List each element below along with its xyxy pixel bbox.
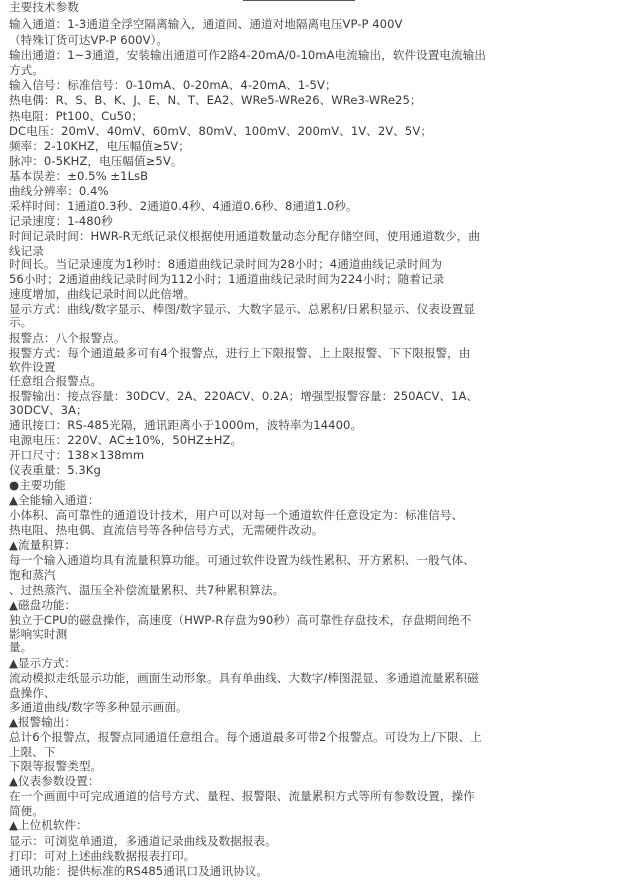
text-line: 饱和蒸汽 — [9, 568, 56, 582]
text-line: ▲上位机软件： — [9, 818, 88, 832]
text-line: 通讯功能：提供标准的RS485通讯口及通讯协议。 — [9, 864, 269, 878]
text-line: ▲报警输出： — [9, 715, 77, 729]
text-line: 速度增加，曲线记录时间以此倍增。 — [9, 287, 196, 301]
text-line: 采样时间：1通道0.3秒、2通道0.4秒、4通道0.6秒、8通道1.0秒。 — [9, 199, 358, 213]
text-line: DC电压：20mV、40mV、60mV、80mV、100mV、200mV、1V、2V、5V； — [9, 124, 432, 138]
text-line: 热电阻：Pt100、Cu50； — [9, 109, 144, 123]
text-line: 线记录 — [9, 244, 44, 258]
text-line: 下限等报警类型。 — [9, 759, 103, 773]
text-line: 显示方式：曲线/数字显示、棒图/数字显示、大数字显示、总累积/日累积显示、仪表设置显 — [9, 302, 475, 316]
text-line: 曲线分辨率：0.4% — [9, 184, 109, 198]
text-line: 量。 — [9, 640, 33, 654]
text-line: 小体积、高可靠性的通道设计技术，用户可以对每一个通道软件任意设定为：标准信号、 — [9, 508, 464, 522]
text-line: 简便。 — [9, 804, 44, 818]
text-line: ●主要功能 — [9, 478, 66, 492]
text-line: 方式。 — [9, 63, 44, 77]
text-line: 流动模拟走纸显示功能，画面生动形象。具有单曲线、大数字/棒图混显、多通道流量累积磁 — [9, 671, 479, 685]
text-line: 显示：可浏览单通道，多通道记录曲线及数据报表。 — [9, 834, 277, 848]
text-line: 输出通道：1~3通道，安装输出通道可作2路4-20mA/0-10mA电流输出，软件设置电流输出 — [9, 48, 486, 62]
top-divider — [243, 0, 355, 1]
text-line: （特殊订货可达VP-P 600V）。 — [9, 33, 169, 47]
text-line: 热电阻、热电偶、直流信号等各种信号方式，无需硬件改动。 — [9, 523, 324, 537]
text-line: ▲仪表参数设置： — [9, 774, 100, 788]
text-line: 输入信号：标准信号：0-10mA、0-20mA、4-20mA、1-5V； — [9, 78, 337, 92]
text-line: 输入通道：1-3通道全浮空隔离输入，通道间、通道对地隔离电压VP-P 400V — [9, 17, 403, 31]
text-line: 仪表重量：5.3Kg — [9, 463, 101, 477]
text-line: 影响实时测 — [9, 627, 68, 641]
text-line: 报警方式：每个通道最多可有4个报警点，进行上下限报警、上上限报警、下下限报警，由 — [9, 346, 471, 360]
text-line: 频率：2-10KHZ，电压幅值≥5V； — [9, 139, 190, 153]
text-line: 脉冲：0-5KHZ，电压幅值≥5V。 — [9, 154, 183, 168]
text-line: 盘操作、 — [9, 686, 56, 700]
text-line: 在一个画面中可完成通道的信号方式、量程、报警限、流量累积方式等所有参数设置，操作 — [9, 789, 475, 803]
text-line: 、过热蒸汽、温压全补偿流量累积、共7种累积算法。 — [9, 583, 285, 597]
text-line: 独立于CPU的磁盘操作，高速度（HWP-R存盘为90秒）高可靠性存盘技术，存盘期间绝不 — [9, 613, 472, 627]
text-line: 通讯接口：RS-485光隔，通讯距离小于1000m，波特率为14400。 — [9, 418, 363, 432]
text-line: 总计6个报警点，报警点同通道任意组合。每个通道最多可带2个报警点。可设为上/下限、上 — [9, 730, 482, 744]
text-line: 多通道曲线/数字等多种显示画面。 — [9, 700, 188, 714]
text-line: 记录速度：1-480秒 — [9, 214, 113, 228]
text-line: 任意组合报警点。 — [9, 374, 103, 388]
text-line: 电源电压：220V、AC±10%，50HZ±HZ。 — [9, 433, 243, 447]
text-line: 时间记录时间：HWR-R无纸记录仪根据使用通道数量动态分配存储空间，使用通道数少，曲 — [9, 229, 481, 243]
text-line: ▲全能输入通道： — [9, 493, 100, 507]
text-line: 软件设置 — [9, 360, 56, 374]
text-line: 报警输出：接点容量：30DCV、2A、220ACV、0.2A；增强型报警容量：250ACV、1A、 — [9, 389, 479, 403]
text-line: 56小时；2通道曲线记录时间为112小时；1通道曲线记录时间为224小时；随着记录 — [9, 272, 445, 286]
text-line: 上限、下 — [9, 745, 56, 759]
text-line: 30DCV、3A； — [9, 403, 88, 417]
text-line: ▲磁盘功能： — [9, 598, 77, 612]
text-line: 每一个输入通道均具有流量积算功能。可通过软件设置为线性累积、开方累积、一般气体、 — [9, 553, 475, 567]
text-line: 主要技术参数 — [9, 0, 79, 14]
text-line: 基本误差：±0.5% ±1LsB — [9, 169, 149, 183]
text-line: 开口尺寸：138×138mm — [9, 448, 145, 462]
text-line: 示。 — [9, 315, 33, 329]
text-line: ▲显示方式： — [9, 656, 77, 670]
text-line: 打印：可对上述曲线数据报表打印。 — [9, 849, 196, 863]
text-line: 时间长。当记录速度为1秒时：8通道曲线记录时间为28小时；4通道曲线记录时间为 — [9, 257, 443, 271]
text-line: 报警点：八个报警点。 — [9, 331, 126, 345]
text-line: 热电偶：R、S、B、K、J、E、N、T、EA2、WRe5-WRe26、WRe3-WRe25； — [9, 93, 422, 107]
text-line: ▲流量积算： — [9, 538, 77, 552]
